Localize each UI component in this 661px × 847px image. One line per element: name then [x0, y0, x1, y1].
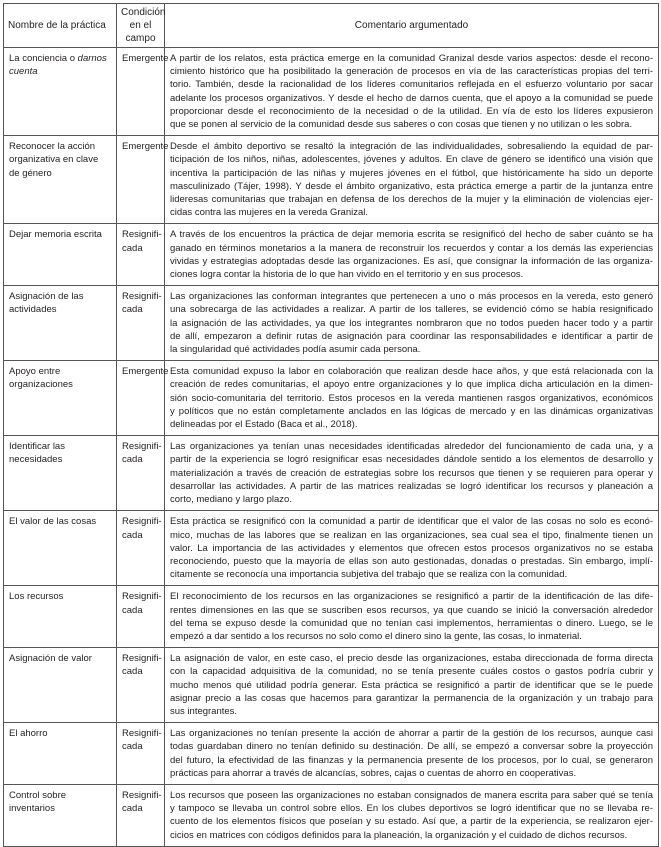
table-row [4, 48, 659, 136]
comment-line: materialización a través de creación de estrategias sobre los recursos que tienen y se requieren para operar y [170, 467, 653, 479]
comment-line: Las organizaciones ya tenían unas necesidades identificadas alrededor del funcionamiento de cada una, y a [170, 441, 653, 453]
practice-name: Asignación de valor [9, 653, 92, 665]
condition-line: cada [122, 604, 143, 616]
practice-name: Identificar las necesidades [9, 441, 65, 466]
comment-line: torio. También, desde la racionalidad de los líderes comunitarios reflejada en el esfuerzo voluntario por sacar [170, 79, 653, 91]
practice-name-cell [4, 511, 117, 586]
condition-line: Resignifi- [122, 516, 162, 528]
comment-cell [165, 436, 659, 511]
comment-cell [165, 48, 659, 136]
comment-line: sus integrantes. [170, 705, 238, 717]
practice-name: Apoyo entre organizaciones [9, 366, 73, 391]
condition-line: cada [122, 529, 143, 541]
comment-line: Desde el ámbito deportivo se resaltó la integración de las individualidades, sobresaliendo la equidad de par- [170, 141, 653, 153]
comment-line: reconociendo, puesto que la mayoría de ellas son auto gestionadas, donadas o prestadas. Sin embargo, implí- [170, 555, 653, 567]
condition-line: Resignifi- [122, 728, 162, 740]
condition-cell [117, 586, 165, 648]
practice-name-italic: darnos cuenta [9, 53, 107, 78]
condition-line: Resignifi- [122, 441, 162, 453]
practices-table [3, 3, 659, 847]
comment-line: mico, muchas de las labores que se realizan en las organizaciones, sea cual sea el tipo, finalmente tienen un [170, 529, 653, 541]
comment-line: creación de redes comunitarias, el apoyo entre organizaciones y lo que implica dicha articulación en la dimen- [170, 379, 653, 391]
condition-cell [117, 48, 169, 136]
comment-line: Los recursos que poseen las organizaciones no estaban consignados de manera escrita para saber qué se tenía [170, 789, 653, 801]
comment-line: del futuro, la efectividad de las finanzas y la permanencia presente de los procesos, por lo cual, se generaron [170, 754, 653, 766]
table-row [4, 224, 659, 286]
table-body [4, 48, 659, 847]
condition-cell [117, 224, 165, 286]
comment-cell [165, 723, 659, 785]
table-row [4, 286, 659, 361]
comment-line: A través de los encuentros la práctica de dejar memoria escrita se resignificó del hecho de saber cuánto se ha [170, 229, 653, 241]
header-condition-line: Condición [121, 7, 166, 18]
practice-name-cell [4, 586, 117, 648]
comment-line: y tampoco se llevaba un control sobre ellos. En los clubes deportivos se logró identificar que no se llevaba re- [170, 803, 653, 815]
comment-line: Las organizaciones no tenían presente la acción de ahorrar a partir de la gestión de los recursos, aunque casi [170, 728, 653, 740]
comment-cell [165, 224, 659, 286]
table-row [4, 648, 659, 723]
comment-line: prácticas para ahorrar a través de alcancías, sobres, cajas o cuentas de ahorro en cooperativas. [170, 767, 577, 779]
comment-line: una sobrecarga de las actividades a realizar. A partir de los talleres, se evidenció cómo se había resignificado [170, 304, 653, 316]
practice-name-cell [4, 436, 117, 511]
comment-cell [165, 784, 659, 846]
condition-line: cada [122, 803, 143, 815]
practice-name-cell [4, 224, 117, 286]
condition-line: Resignifi- [122, 291, 162, 303]
condition-cell [117, 511, 165, 586]
comment-line: de allí, empezaron a definir rutas de asignación para coordinar las responsabilidades e identificar a partir de [170, 330, 653, 342]
comment-line: lideresas comunitarias que trabajan en defensa de los derechos de la mujer y la eliminación de violencias ejer- [170, 194, 653, 206]
comment-cell [165, 511, 659, 586]
practice-name: Reconocer la acción organizativa en clave de género [9, 141, 99, 179]
condition-cell [117, 784, 165, 846]
practice-name: Control sobre inventarios [9, 789, 67, 815]
comment-line: valor. La importancia de las actividades y elementos que ofrecen estos procesos organizativos no se estaba [170, 542, 653, 554]
practice-name-cell [4, 648, 117, 723]
comment-line: y políticos que no están completamente anclados en las lógicas de mercado y en las dinámicas organizativas [170, 405, 653, 417]
comment-line: La asignación de valor, en este caso, el precio desde las organizaciones, estaba direccionada de forma directa [170, 653, 653, 665]
comment-line: partir de la experiencia se logró resignificar esas necesidades dándole sentido a los elementos de desarrollo y [170, 454, 653, 466]
comment-line: del tema se expuso desde la comunidad que no tenían casi implementos, herramientas o dinero. Luego, se le [170, 617, 653, 629]
condition-cell [117, 648, 165, 723]
comment-line: la asignación de las actividades, ya que los integrantes nombraron que no todos pueden hacer todo y a partir [170, 317, 653, 329]
comment-line: Esta práctica se resignificó con la comunidad a partir de identificar que el valor de las cosas no solo es econó- [170, 516, 653, 528]
table-row [4, 723, 659, 785]
condition-line: Resignifi- [122, 653, 162, 665]
comment-cell [165, 648, 659, 723]
comment-line: que se ponen al servicio de la comunidad desde sus saberes o con cosas que tienen y no utilizan o les sobra. [170, 119, 633, 131]
condition-line: Resignifi- [122, 789, 162, 801]
table-row [4, 784, 659, 846]
comment-line: cicios en matrices con códigos definidos para la planeación, la organización y el cuidado de dichos recursos. [170, 829, 628, 841]
comment-line: la singularidad qué actividades podía asumir cada persona. [170, 344, 421, 356]
comment-line: vividas y estrategias adoptadas desde las organizaciones. Es así, que consignar la información de las organiza- [170, 255, 653, 267]
condition-line: Emergente [122, 366, 169, 378]
comment-line: ganado en términos monetarios a la manera de reconstruir los recuerdos y contar a los demás las experiencias [170, 242, 653, 254]
comment-line: adelante los procesos organizativos. Y desde el hecho de darnos cuenta, que el apoyo a la comunidad se puede [170, 92, 653, 104]
practice-name: La conciencia o [9, 53, 78, 64]
comment-line: cidas contra las mujeres en la vereda Granizal. [170, 207, 369, 219]
comment-line: proporcionar desde el reconocimiento de la necesidad o de la utilidad. En vía de esto los líderes expusieron [170, 105, 653, 117]
condition-cell [117, 436, 165, 511]
comment-line: incentiva la participación de las niñas y mujeres jóvenes en el fútbol, que históricamente ha sido un deporte [170, 167, 653, 179]
header-comment: Comentario argumentado [165, 4, 659, 48]
condition-line: cada [122, 304, 143, 316]
condition-cell [117, 286, 165, 361]
condition-line: cada [122, 741, 143, 753]
table-row [4, 136, 659, 224]
comment-line: corto, mediano y largo plazo. [170, 494, 292, 506]
practice-name-cell [4, 723, 117, 785]
header-condition [117, 4, 165, 48]
condition-line: cada [122, 242, 143, 254]
comment-cell [165, 361, 659, 436]
condition-line: Resignifi- [122, 591, 162, 603]
practice-name: Dejar memoria escrita [9, 229, 102, 241]
condition-cell [117, 361, 169, 436]
comment-line: Las organizaciones las conforman integrantes que pertenecen a uno o más procesos en la vereda, esto generó [170, 291, 653, 303]
table-header-row [4, 4, 659, 48]
practice-name: El valor de las cosas [9, 516, 97, 528]
comment-line: sión socio-comunitaria del territorio. Estos procesos en la vereda mantienen rasgos organizativos, económicos [170, 392, 653, 404]
comment-line: A partir de los relatos, esta práctica emerge en la comunidad Granizal desde varios aspectos: desde el recono- [170, 53, 653, 64]
comment-line: mucho menos qué utilidad podría generar. Esta práctica se resignificó a partir de identificar que se le puede [170, 679, 653, 691]
comment-line: citamente se reconocía una importancia subjetiva del trabajo que se realiza con la comunidad. [170, 569, 568, 581]
condition-line: Emergente [122, 141, 169, 153]
comment-line: asignar precio a las cosas que hacemos para garantizar la permanencia de la organización y un trabajo para [170, 692, 653, 704]
header-practice-name: Nombre de la práctica [4, 4, 117, 48]
comment-line: empezó a dar sentido a los recursos no solo como el dinero sino la gente, las cosas, lo inmaterial. [170, 630, 582, 642]
table-row [4, 511, 659, 586]
condition-line: cada [122, 454, 143, 466]
practice-name-cell [4, 136, 117, 224]
condition-cell [117, 136, 169, 224]
comment-line: Esta comunidad expuso la labor en colaboración que realizan desde hace años, y que está relacionada con la [170, 366, 653, 378]
comment-line: desarrollar las actividades. A partir de las matrices realizadas se logró identificar los recursos y planeación a [170, 480, 653, 492]
practice-name-cell [4, 286, 117, 361]
practice-name-cell [4, 784, 117, 846]
comment-line: masculinizado (Tájer, 1998). Y desde el ámbito organizativo, esta práctica emerge a partir de la juntanza entre [170, 180, 653, 192]
comment-line: ciones logra contar la historia de lo que han vivido en el territorio y en sus procesos. [170, 269, 524, 281]
comment-line: ticipación de los niños, niñas, adolescentes, jóvenes y adultos. En clave de género se identificó una visión que [170, 154, 653, 166]
comment-cell [165, 586, 659, 648]
practice-name-cell [4, 361, 117, 436]
condition-cell [117, 723, 165, 785]
comment-line: El reconocimiento de los recursos en las organizaciones se resignificó a partir de la identificación de las dife- [170, 591, 653, 603]
header-condition-line: en el campo [125, 20, 156, 44]
comment-cell [165, 286, 659, 361]
comment-line: cimiento histórico que ha posibilitado la generación de procesos en vía de las características propias del terri- [170, 66, 653, 78]
practice-name-cell [4, 48, 117, 136]
comment-line: cuento de los elementos físicos que poseían y su estado. Así que, a partir de la experiencia, se realizaron ejer- [170, 816, 653, 828]
comment-line: rentes dimensiones en las que se suscriben esos recursos, ya que cuando se inició la conversación alrededor [170, 604, 653, 616]
practice-name: El ahorro [9, 728, 48, 740]
table-row [4, 436, 659, 511]
condition-line: Resignifi- [122, 229, 162, 241]
table-row [4, 361, 659, 436]
practice-name: Los recursos [9, 591, 64, 603]
comment-cell [165, 136, 659, 224]
practice-name: Asignación de las actividades [9, 291, 84, 316]
comment-line: delineadas por el Estado (Baca et al., 2018). [170, 419, 358, 431]
comment-line: todas guardaban dinero no tenían definido su destinación. De allí, se empezó a conversar sobre la proyección [170, 741, 653, 753]
condition-line: cada [122, 666, 143, 678]
comment-line: con la capacidad adquisitiva de la comunidad, no se tenía presente cuáles costos o gastos podría cubrir y [170, 666, 653, 678]
table-row [4, 586, 659, 648]
condition-line: Emergente [122, 53, 169, 64]
